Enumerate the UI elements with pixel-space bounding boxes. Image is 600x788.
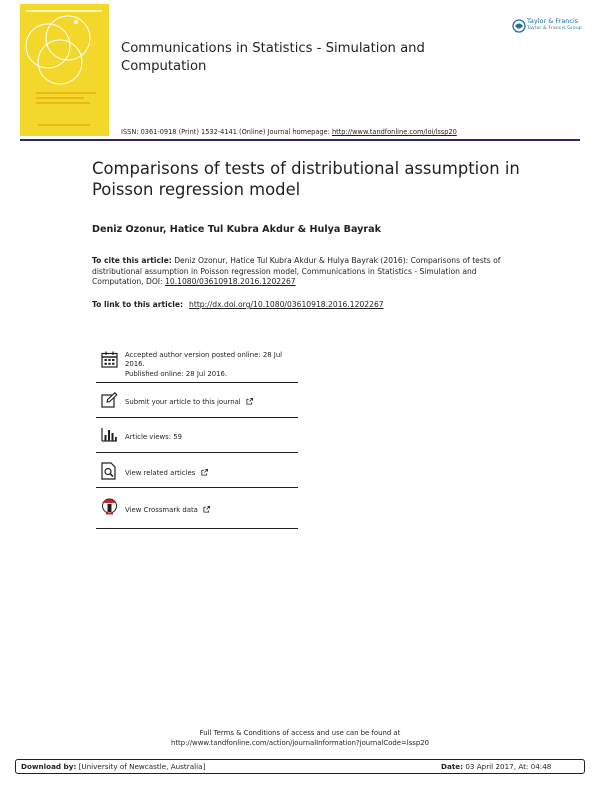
external-link-icon bbox=[203, 506, 210, 513]
edit-icon bbox=[101, 392, 118, 408]
download-by bbox=[21, 760, 205, 773]
download-date-value: 03 April 2017, At: 04:48 bbox=[465, 762, 552, 771]
crossmark-link[interactable] bbox=[125, 506, 210, 515]
download-date-label: Date: bbox=[441, 762, 464, 771]
external-link-icon bbox=[201, 469, 208, 476]
download-info-bar bbox=[15, 759, 585, 774]
submit-article-row[interactable] bbox=[96, 383, 298, 418]
accepted-date-text: Accepted author version posted online: 28 Jul 2016. bbox=[125, 351, 283, 369]
publisher-logo-text: Taylor & Francis bbox=[527, 17, 579, 25]
document-search-icon bbox=[101, 462, 116, 480]
cover-title-decoration bbox=[36, 92, 96, 107]
download-by-value: [University of Newcastle, Australia] bbox=[78, 762, 206, 771]
crossmark-text[interactable]: View Crossmark data bbox=[125, 506, 198, 514]
crossmark-icon bbox=[101, 498, 118, 516]
issn-text: ISSN: 0361-0918 (Print) 1532-4141 (Online) Journal homepage: bbox=[121, 128, 330, 136]
article-authors: Deniz Ozonur, Hatice Tul Kubra Akdur & Hulya Bayrak bbox=[92, 224, 382, 235]
publication-history-row bbox=[96, 346, 298, 383]
citation-label: To cite this article: bbox=[92, 256, 172, 265]
article-link-line bbox=[92, 300, 384, 310]
journal-homepage-link[interactable]: http://www.tandfonline.com/loi/lssp20 bbox=[331, 128, 457, 136]
article-views-row bbox=[96, 418, 298, 453]
citation-text: Deniz Ozonur, Hatice Tul Kubra Akdur & Hulya Bayrak (2016): Comparisons of tests of distributional assumption in Poisson regression model, Communications in Statistics - Simulation and Computation, DOI: bbox=[92, 256, 501, 286]
article-info-panel bbox=[96, 346, 298, 529]
article-link-label: To link to this article: bbox=[92, 300, 184, 309]
publication-history-text bbox=[125, 351, 295, 379]
external-link-icon bbox=[246, 398, 253, 405]
journal-cover-image[interactable] bbox=[20, 4, 109, 136]
citation-doi-link[interactable]: 10.1080/03610918.2016.1202267 bbox=[165, 277, 296, 286]
terms-text: Full Terms & Conditions of access and use can be found at bbox=[199, 729, 401, 737]
article-doi-link[interactable]: http://dx.doi.org/10.1080/03610918.2016.1202267 bbox=[189, 300, 384, 309]
terms-block bbox=[0, 728, 600, 748]
submit-article-text[interactable]: Submit your article to this journal bbox=[125, 398, 241, 406]
calendar-icon bbox=[101, 351, 118, 368]
terms-url-link[interactable]: http://www.tandfonline.com/action/journalInformation?journalCode=lssp20 bbox=[170, 739, 430, 747]
published-date-text: Published online: 28 Jul 2016. bbox=[125, 369, 228, 378]
citation-block bbox=[92, 256, 512, 288]
issn-line bbox=[121, 128, 457, 137]
article-views-text: Article views: 59 bbox=[125, 433, 183, 441]
cover-circles-graphic bbox=[20, 4, 109, 136]
related-articles-text[interactable]: View related articles bbox=[125, 469, 196, 477]
download-date bbox=[441, 760, 551, 773]
article-title: Comparisons of tests of distributional assumption in Poisson regression model bbox=[92, 159, 520, 199]
journal-title[interactable]: Communications in Statistics - Simulation and Computation bbox=[121, 41, 425, 74]
download-by-label: Download by: bbox=[21, 762, 77, 771]
submit-article-link[interactable] bbox=[125, 398, 253, 407]
crossmark-row[interactable] bbox=[96, 488, 298, 529]
related-articles-link[interactable] bbox=[125, 469, 208, 478]
cover-footer-decoration bbox=[38, 124, 90, 126]
header-divider bbox=[20, 139, 580, 141]
publisher-logo-subtext: Taylor & Francis Group bbox=[527, 26, 582, 31]
bar-chart-icon bbox=[101, 427, 118, 442]
related-articles-row[interactable] bbox=[96, 453, 298, 488]
